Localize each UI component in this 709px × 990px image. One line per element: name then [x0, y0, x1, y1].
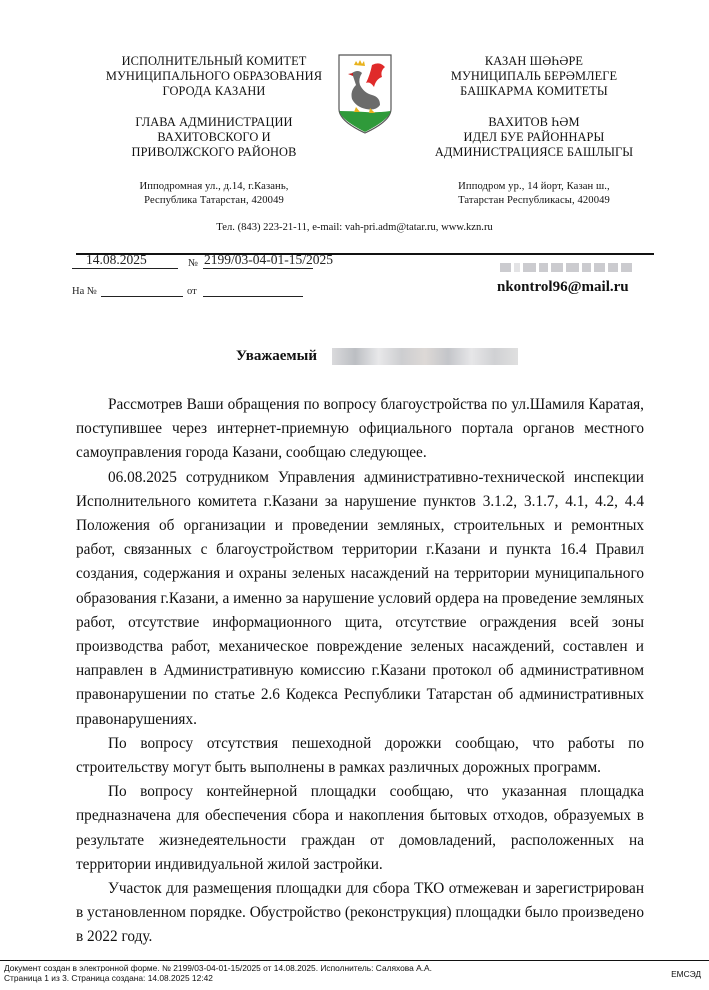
org-line: МУНИЦИПАЛЬ БЕРӘМЛЕГЕ: [450, 69, 618, 83]
address-ru: [64, 180, 364, 207]
head-line: ГЛАВА АДМИНИСТРАЦИИ: [135, 115, 293, 129]
outgoing-date: 14.08.2025: [86, 252, 147, 267]
body-paragraph: 06.08.2025 сотрудником Управления административно-технической инспекции Исполнительного комитета г.Казани за нарушение пунктов 3.1.2, 3.1.7, 4.1, 4.2, 4.4 Положения об организации и проведении земляных, строительных и ремонтных работ, связанных с благоустройством территории г.Казани и пункта 16.4 Правил создания, содержания и охраны зеленых насаждений на территории муниципального образования г.Казани, а именно за нарушение условий ордера на проведение земляных работ, отсутствие информационного щита, отсутствие ограждения всей зоны производства работ, механическое повреждение зеленых насаждений, составлен и направлен в Административную комиссию г.Казани протокол об административном правонарушении по статье 2.6 Кодекса Республики Татарстан об административных правонарушениях.: [76, 468, 644, 728]
head-line: АДМИНИСТРАЦИЯСЕ БАШЛЫГЫ: [434, 145, 634, 159]
body-paragraph: По вопросу контейнерной площадки сообщаю, что указанная площадка предназначена для обеспечения сбора и накопления бытовых отходов, образуемых в результате жизнедеятельности граждан от домовладений, расположенных на территории индивидуальной жилой застройки.: [76, 783, 644, 873]
salutation: Уважаемый: [236, 348, 317, 364]
org-line: МУНИЦИПАЛЬНОГО ОБРАЗОВАНИЯ: [105, 69, 323, 83]
salutation-name-redacted: [332, 348, 518, 365]
header-divider: [76, 253, 654, 255]
address-line: Татарстан Республикасы, 420049: [458, 194, 610, 206]
body-paragraph: Участок для размещения площадки для сбора ТКО отмежеван и зарегистрирован в установленном порядке. Обустройство (реконструкция) площадки было произведено в 2022 году.: [76, 880, 644, 946]
footer-page-info: Страница 1 из 3. Страница создана: 14.08.2025 12:42: [4, 973, 213, 983]
head-line: ВАХИТОВСКОГО И: [157, 130, 271, 144]
org-line: БАШКАРМА КОМИТЕТЫ: [460, 84, 608, 98]
outgoing-number: 2199/03-04-01-15/2025: [204, 252, 333, 267]
document-footer: [4, 963, 432, 983]
body-paragraph: По вопросу отсутствия пешеходной дорожки сообщаю, что работы по строительству могут быть выполнены в рамках различных дорожных программ.: [76, 734, 644, 777]
head-line: ПРИВОЛЖСКОГО РАЙОНОВ: [131, 145, 297, 159]
recipient-name-redacted: [500, 260, 632, 275]
head-line: ВАХИТОВ ҺӘМ: [488, 115, 580, 129]
system-tag: ЕМСЭД: [671, 969, 701, 979]
incoming-date-label: от: [187, 286, 197, 297]
footer-divider: [0, 960, 709, 961]
letter-body: [76, 393, 644, 950]
org-name-tt: [384, 54, 684, 99]
address-tt: [384, 180, 684, 207]
recipient-email: nkontrol96@mail.ru: [497, 279, 629, 295]
org-line: ГОРОДА КАЗАНИ: [162, 84, 266, 98]
address-line: Ипподромная ул., д.14, г.Казань,: [139, 181, 289, 192]
date-underline: [72, 268, 178, 269]
number-underline: [203, 268, 313, 269]
address-line: Ипподром ур., 14 йорт, Казан ш.,: [458, 181, 610, 192]
head-line: ИДЕЛ БУЕ РАЙОННАРЫ: [463, 130, 605, 144]
address-line: Республика Татарстан, 420049: [144, 194, 284, 206]
letterhead-left: [64, 54, 364, 207]
head-title-tt: [384, 115, 684, 160]
incoming-number-label: На №: [72, 286, 97, 297]
org-line: КАЗАН ШӘҺӘРЕ: [484, 54, 584, 68]
org-name-ru: [64, 54, 364, 99]
org-line: ИСПОЛНИТЕЛЬНЫЙ КОМИТЕТ: [121, 54, 307, 68]
incoming-number-line: [101, 296, 183, 297]
body-paragraph: Рассмотрев Ваши обращения по вопросу благоустройства по ул.Шамиля Каратая, поступившее через интернет-приемную официального портала органов местного самоуправления города Казани, сообщаю следующее.: [76, 396, 644, 462]
incoming-date-line: [203, 296, 303, 297]
number-label: №: [188, 258, 199, 269]
letterhead-right: [384, 54, 684, 207]
footer-doc-info: Документ создан в электронной форме. № 2199/03-04-01-15/2025 от 14.08.2025. Исполнитель: Саляхова А.А.: [4, 963, 432, 973]
head-title-ru: [64, 115, 364, 160]
contact-info: Тел. (843) 223-21-11, e-mail: vah-pri.adm@tatar.ru, www.kzn.ru: [216, 222, 493, 233]
